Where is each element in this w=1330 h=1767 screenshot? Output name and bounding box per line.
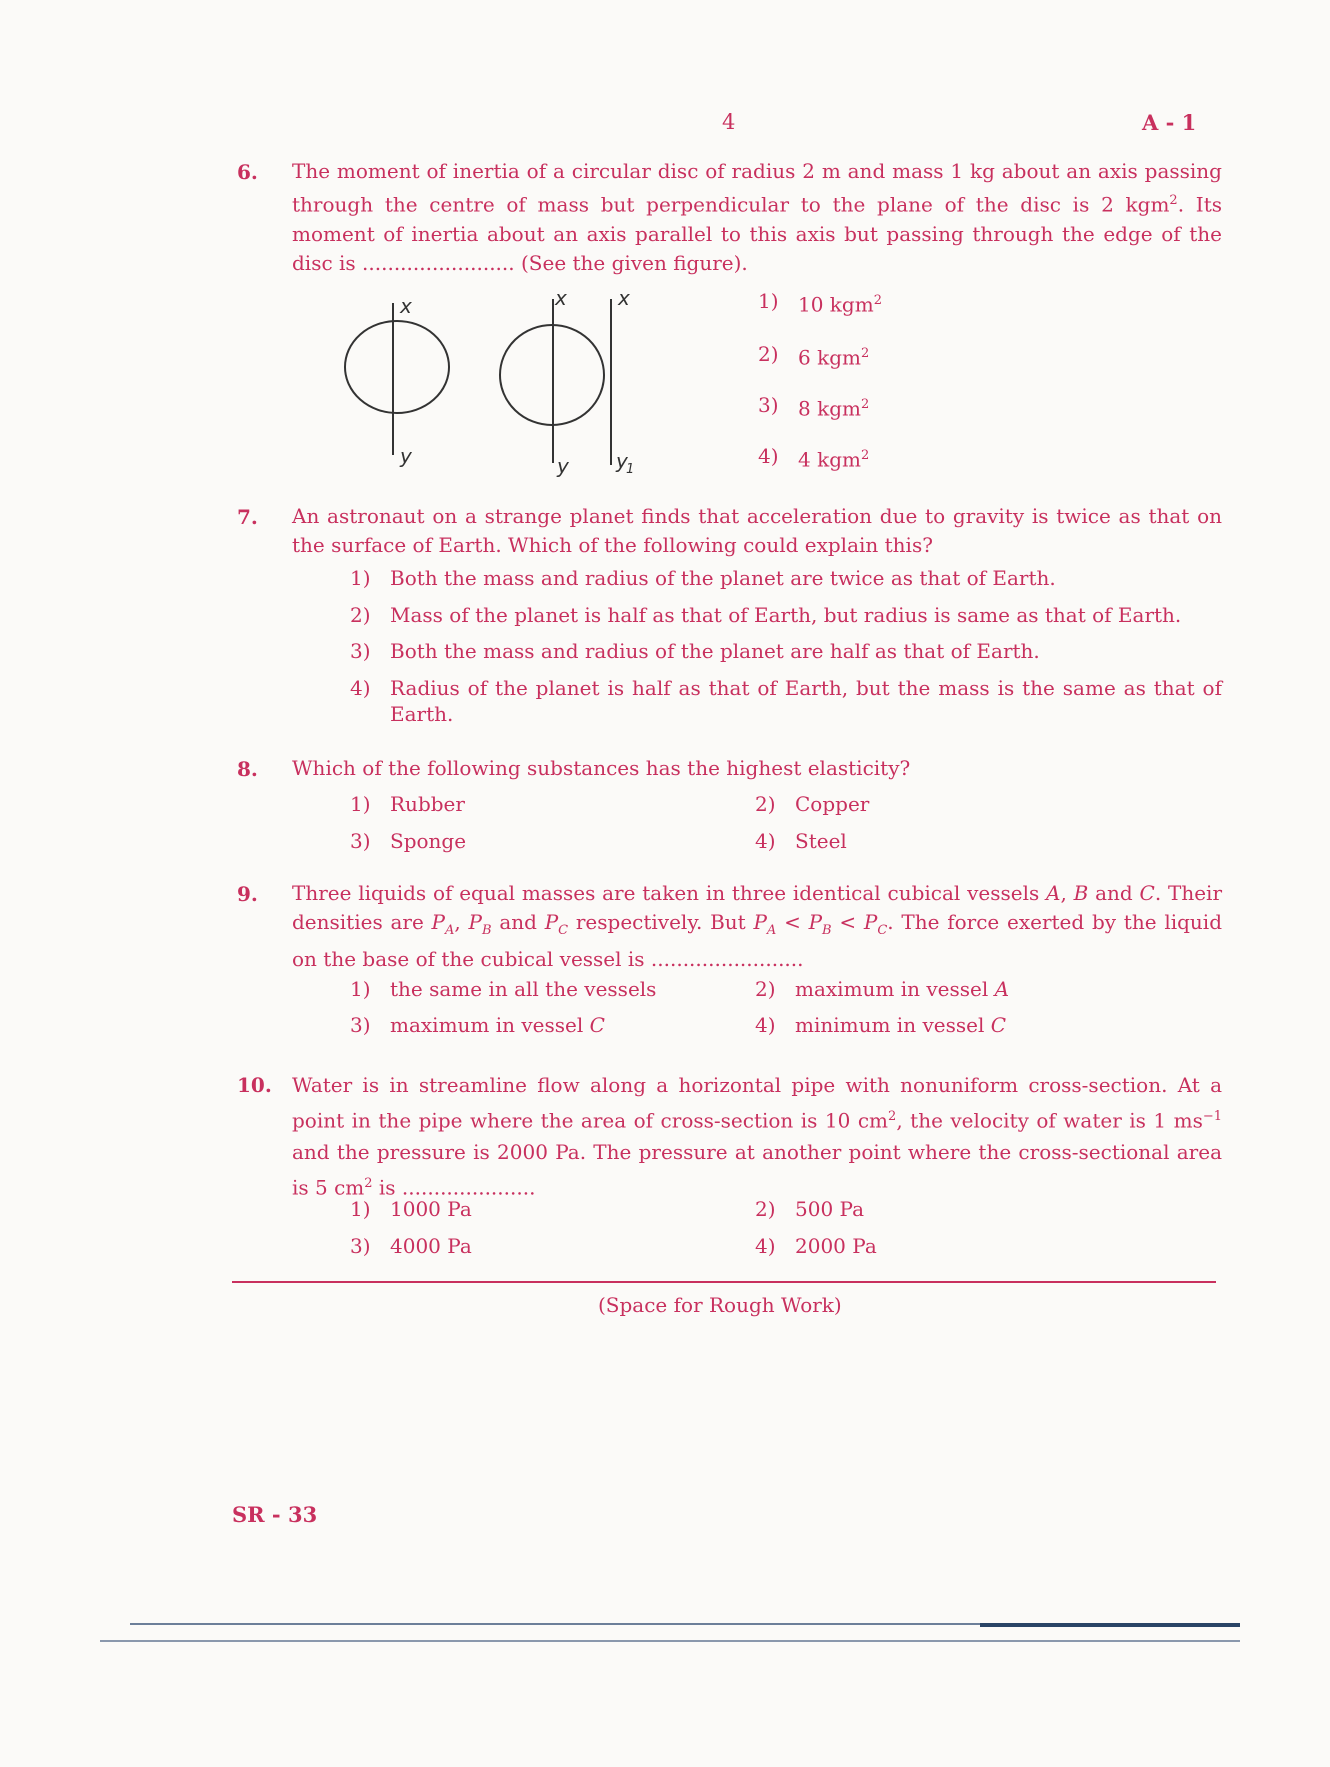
question-6-text: The moment of inertia of a circular disc of radius 2 m and mass 1 kg about an axis passing through the centre of mass but perpendicular to the plane of the disc is 2 kgm$^2$. Its moment of inertia about an axis parallel to this axis but passing through the edge of the disc is ........................ (See the given figure).	[292, 159, 1222, 275]
question-6-number: 6.	[237, 160, 258, 184]
q10-option-1: 1) 1000 Pa	[350, 1197, 472, 1221]
q9-option-3: 3) maximum in vessel C	[350, 1013, 605, 1037]
question-9-text: Three liquids of equal masses are taken in three identical cubical vessels A, B and C. Their densities are $P_A$, $P_B$ and $P_C$ respectively. But $P_A < P_B < P_C$. The force exerted by the liquid on the base of the cubical vessel is ........................	[292, 881, 1223, 971]
q7-option-4: 4) Radius of the planet is half as that of Earth, but the mass is the same as that of Earth.	[350, 676, 1222, 726]
q9-option-1: 1) the same in all the vessels	[350, 977, 657, 1001]
q7-option-1: 1) Both the mass and radius of the planet are twice as that of Earth.	[350, 566, 1056, 590]
q8-option-2: 2) Copper	[755, 792, 870, 816]
disc-axes-figure	[330, 285, 660, 480]
q9-option-2: 2) maximum in vessel A	[755, 977, 1010, 1001]
q8-option-3: 3) Sponge	[350, 829, 467, 853]
q6-option-4: 4) 4 kgm$^2$	[758, 444, 870, 472]
label-x2: x	[555, 286, 567, 310]
q9-option-4: 4) minimum in vessel C	[755, 1013, 1007, 1037]
question-8-number: 8.	[237, 757, 258, 781]
exam-code: A - 1	[1142, 110, 1197, 135]
label-x3: x	[618, 286, 630, 310]
question-7-text: An astronaut on a strange planet finds that acceleration due to gravity is twice as that on the surface of Earth. Which of the following could explain this?	[292, 504, 1222, 557]
disc-circle-1	[345, 321, 449, 413]
question-8-text: Which of the following substances has the highest elasticity?	[292, 756, 911, 780]
q6-option-3: 3) 8 kgm$^2$	[758, 393, 870, 421]
label-y1: y	[400, 444, 412, 468]
q10-option-4: 4) 2000 Pa	[755, 1234, 877, 1258]
q10-option-2: 2) 500 Pa	[755, 1197, 865, 1221]
scan-edge-line-lower	[100, 1640, 1240, 1642]
q8-option-1: 1) Rubber	[350, 792, 465, 816]
page-number: 4	[722, 110, 736, 134]
question-10-number: 10.	[237, 1073, 272, 1097]
paper-series-code: SR - 33	[232, 1502, 318, 1527]
q8-option-4: 4) Steel	[755, 829, 847, 853]
label-y3-sub: 1	[626, 462, 635, 477]
q6-option-1: 1) 10 kgm$^2$	[758, 289, 882, 317]
rough-work-divider	[232, 1281, 1216, 1283]
q7-option-3: 3) Both the mass and radius of the planet are half as that of Earth.	[350, 639, 1040, 663]
q6-option-2: 2) 6 kgm$^2$	[758, 342, 870, 370]
q10-option-3: 3) 4000 Pa	[350, 1234, 472, 1258]
label-x1: x	[400, 294, 412, 318]
question-9-number: 9.	[237, 882, 258, 906]
rough-work-label: (Space for Rough Work)	[598, 1293, 842, 1317]
label-y2: y	[557, 454, 569, 478]
question-10-text: Water is in streamline flow along a horizontal pipe with nonuniform cross-section. At a point in the pipe where the area of cross-section is 10 $cm^2$, the velocity of water is 1 $ms^{-1}$ and the pressure is 2000 Pa. The pressure at another point where the cross-sectional area is 5 $cm^2$ is .....................	[292, 1073, 1223, 1200]
label-y3: y	[616, 449, 628, 473]
scan-edge-dark	[980, 1623, 1240, 1627]
question-7-number: 7.	[237, 505, 258, 529]
q7-option-2: 2) Mass of the planet is half as that of Earth, but radius is same as that of Earth.	[350, 603, 1182, 627]
